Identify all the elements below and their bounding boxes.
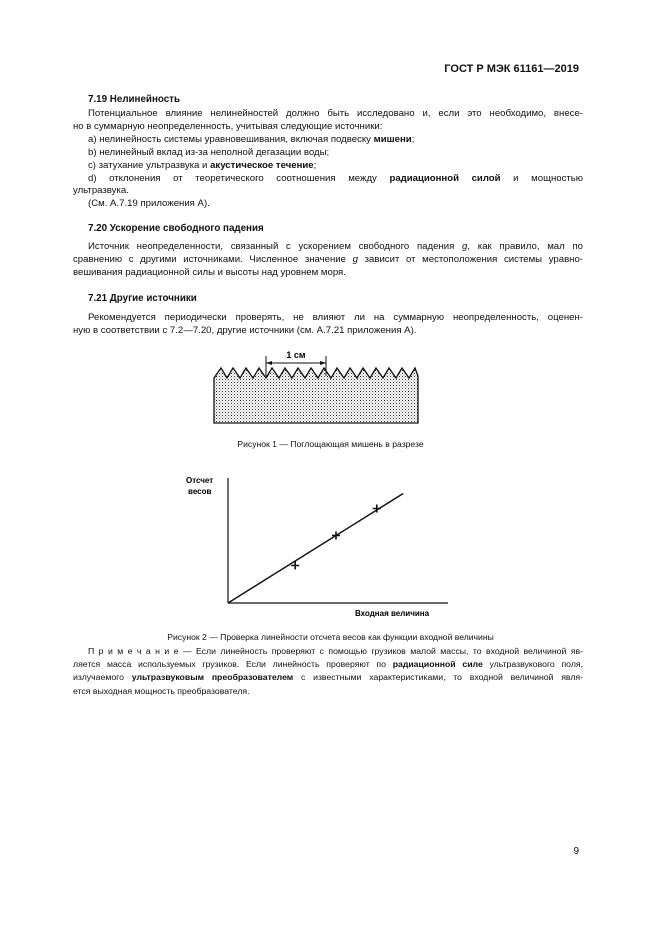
note-line: ется выходная мощность преобразователя. <box>73 685 250 696</box>
paragraph-line: ультразвука. <box>73 185 129 197</box>
paragraph-line: но в суммарную неопределенность, учитывая следующие источники: <box>73 120 383 132</box>
paragraph-line: Источник неопределенности, связанный с ускорением свободного падения g, как правило, мал по <box>88 241 583 252</box>
x-axis-label: Входная величина <box>355 609 430 618</box>
y-axis-label-line2: весов <box>188 487 212 496</box>
section-7-19-body <box>73 108 583 211</box>
target-cross-section <box>214 368 418 423</box>
scale-arrow-right <box>320 361 326 365</box>
absorbing-target-figure <box>210 346 432 426</box>
figure-1-caption: Рисунок 1 — Поглощающая мишень в разрезе <box>237 439 424 449</box>
list-item: с) затухание ультразвука и акустическое течение; <box>88 159 317 171</box>
list-item: а) нелинейность системы уравновешивания, включая подвеску мишени; <box>88 133 415 145</box>
paragraph-line: вешивания радиационной силы и высоты над уровнем моря. <box>73 266 346 278</box>
paragraph-line: Потенциальное влияние нелинейностей должно быть исследовано и, если это необходимо, внесе- <box>88 108 583 119</box>
note-label: П р и м е ч а н и е <box>88 646 179 656</box>
document-header: ГОСТ Р МЭК 61161—2019 <box>444 63 579 75</box>
cross-reference: (См. А.7.19 приложения А). <box>88 198 210 210</box>
section-7-19-title: 7.19 Нелинейность <box>88 94 180 105</box>
figure-2-caption: Рисунок 2 — Проверка линейности отсчета весов как функции входной величины <box>167 632 494 642</box>
figure-note <box>73 645 583 698</box>
list-item: d) отклонения от теоретического соотношения между радиационной силой и мощностью <box>88 172 583 184</box>
scale-arrow-left <box>266 361 272 365</box>
page-number: 9 <box>573 846 579 857</box>
paragraph-line: ную в соответствии с 7.2—7.20, другие источники (см. А.7.21 приложения А). <box>73 324 417 336</box>
section-7-20-title: 7.20 Ускорение свободного падения <box>88 223 264 234</box>
linearity-chart <box>180 470 450 620</box>
paragraph-line: сравнению с другими источниками. Численное значение g зависит от местоположения системы уравно- <box>73 253 583 265</box>
section-7-20-body <box>73 241 583 280</box>
section-7-21-title: 7.21 Другие источники <box>88 293 197 304</box>
note-line: ляется масса используемых грузиков. Если линейность проверяют по радиационной силе ультразвукового поля, <box>73 659 584 670</box>
section-7-21-body <box>73 312 583 338</box>
note-line: П р и м е ч а н и е — Если линейность проверяют с помощью грузиков малой массы, то входной величиной яв- <box>88 646 584 656</box>
data-point-marker <box>332 532 340 540</box>
scale-label: 1 см <box>286 350 306 360</box>
list-item: b) нелинейный вклад из-за неполной дегазации воды; <box>88 146 330 158</box>
paragraph-line: Рекомендуется периодически проверять, не влияют ли на суммарную неопределенность, оценен- <box>88 312 583 323</box>
y-axis-label-line1: Отсчет <box>186 476 214 485</box>
note-line: излучаемого ультразвуковым преобразователем с известными характеристиками, то входной величиной явля- <box>73 672 583 683</box>
